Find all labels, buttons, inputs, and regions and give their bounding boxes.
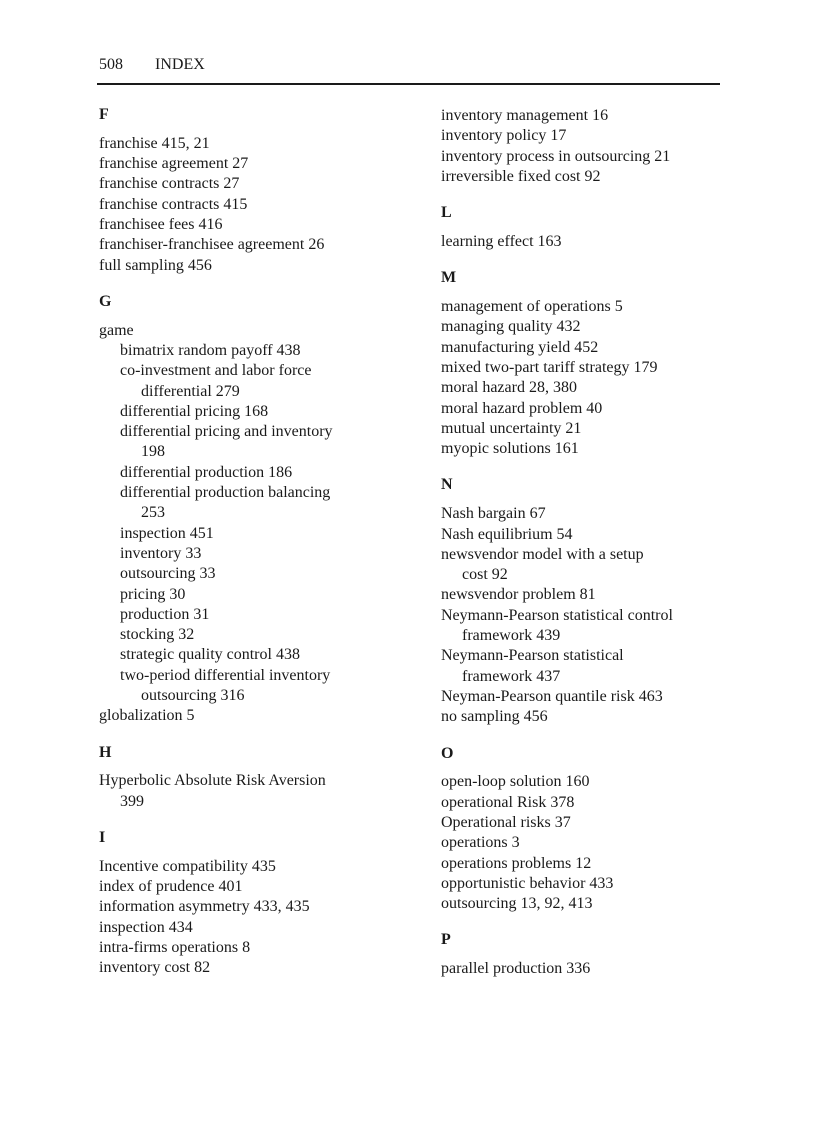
index-subentry: [99, 463, 389, 483]
entry-text: co-investment and labor force: [120, 362, 312, 380]
index-letter-n: N: [441, 476, 453, 494]
entry-text: inventory process in outsourcing 21: [441, 147, 671, 165]
entry-text: differential production balancing: [120, 484, 331, 502]
entry-text: operational Risk 378: [441, 793, 575, 811]
index-entry: [99, 706, 389, 726]
index-entry: [441, 793, 731, 813]
index-entry: [441, 504, 731, 524]
index-entry: [441, 439, 731, 459]
index-entry: [441, 646, 731, 687]
entry-text: Neyman-Pearson quantile risk 463: [441, 687, 663, 705]
entry-text: franchise contracts 27: [99, 175, 240, 193]
entry-continuation: differential 279: [141, 382, 240, 400]
index-entry: [99, 958, 389, 978]
index-entry: [441, 399, 731, 419]
index-letter-p: P: [441, 931, 451, 949]
index-column-left: [99, 105, 389, 979]
entry-text: pricing 30: [120, 585, 186, 603]
entry-continuation: framework 439: [462, 627, 561, 645]
index-entry: [441, 959, 731, 979]
entry-text: full sampling 456: [99, 256, 212, 274]
entry-text: manufacturing yield 452: [441, 338, 599, 356]
entry-text: opportunistic behavior 433: [441, 874, 614, 892]
index-letter-m: M: [441, 269, 457, 287]
index-letter-l: L: [441, 204, 452, 222]
entry-text: franchise contracts 415: [99, 195, 248, 213]
running-title: INDEX: [155, 56, 205, 73]
index-letter-g: G: [99, 292, 112, 310]
entry-text: Neymann-Pearson statistical control: [441, 606, 673, 624]
index-subentry: [99, 483, 389, 524]
entry-text: inventory policy 17: [441, 127, 567, 145]
index-entry: [441, 525, 731, 545]
entry-continuation: framework 437: [462, 667, 561, 685]
entry-text: franchise agreement 27: [99, 155, 249, 173]
index-entry: [441, 378, 731, 398]
index-entry: [441, 338, 731, 358]
index-subentry: [99, 402, 389, 422]
index-entry: [441, 106, 731, 126]
entry-text: open-loop solution 160: [441, 773, 590, 791]
index-entry: [441, 545, 731, 586]
index-entry: [441, 232, 731, 252]
index-entry: [99, 918, 389, 938]
index-entry: [99, 134, 389, 154]
entry-continuation: cost 92: [462, 566, 508, 584]
index-letter-h: H: [99, 743, 112, 761]
entry-text: intra-firms operations 8: [99, 938, 251, 956]
entry-text: Hyperbolic Absolute Risk Aversion: [99, 772, 326, 790]
index-entry: [99, 857, 389, 877]
index-entry: [441, 317, 731, 337]
entry-text: myopic solutions 161: [441, 440, 579, 458]
index-entry: [441, 126, 731, 146]
entry-text: mixed two-part tariff strategy 179: [441, 358, 658, 376]
index-entry: [441, 297, 731, 317]
entry-text: Operational risks 37: [441, 813, 571, 831]
entry-text: Incentive compatibility 435: [99, 857, 276, 875]
entry-text: newsvendor problem 81: [441, 586, 596, 604]
entry-text: parallel production 336: [441, 960, 591, 978]
entry-continuation: 399: [120, 792, 144, 810]
index-entry: [99, 154, 389, 174]
index-subentry: [99, 645, 389, 665]
entry-text: outsourcing 13, 92, 413: [441, 895, 593, 913]
entry-text: franchisee fees 416: [99, 215, 223, 233]
entry-text: learning effect 163: [441, 232, 562, 250]
index-entry: [99, 235, 389, 255]
index-entry: [441, 687, 731, 707]
index-entry: [441, 772, 731, 792]
index-entry: [99, 195, 389, 215]
page-number: 508: [99, 56, 123, 73]
entry-text: Nash bargain 67: [441, 505, 546, 523]
index-subentry: [99, 564, 389, 584]
header-rule: [97, 83, 720, 85]
entry-text: differential pricing 168: [120, 402, 269, 420]
entry-continuation: 253: [141, 504, 165, 522]
entry-text: differential production 186: [120, 463, 293, 481]
index-entry: [99, 321, 389, 341]
index-entry: [99, 938, 389, 958]
entry-text: irreversible fixed cost 92: [441, 167, 601, 185]
entry-text: Nash equilibrium 54: [441, 525, 573, 543]
index-subentry: [99, 361, 389, 402]
entry-text: inspection 451: [120, 524, 214, 542]
index-entry: [441, 874, 731, 894]
index-subentry: [99, 605, 389, 625]
index-entry: [441, 707, 731, 727]
entry-continuation: outsourcing 316: [141, 687, 245, 705]
entry-text: inventory management 16: [441, 107, 609, 124]
index-entry: [99, 877, 389, 897]
entry-text: moral hazard 28, 380: [441, 379, 577, 397]
index-entry: [99, 174, 389, 194]
index-subentry: [99, 422, 389, 463]
index-entry: [99, 897, 389, 917]
entry-text: production 31: [120, 605, 210, 623]
entry-text: inventory 33: [120, 544, 202, 562]
entry-text: franchise 415, 21: [99, 134, 210, 152]
index-subentry: [99, 666, 389, 707]
index-entry: [99, 215, 389, 235]
entry-text: managing quality 432: [441, 318, 581, 336]
index-subentry: [99, 341, 389, 361]
entry-text: two-period differential inventory: [120, 666, 331, 684]
entry-text: index of prudence 401: [99, 878, 243, 896]
index-entry: [99, 771, 389, 812]
entry-continuation: 198: [141, 443, 165, 461]
index-subentry: [99, 544, 389, 564]
index-entry: [441, 419, 731, 439]
index-subentry: [99, 585, 389, 605]
index-entry: [441, 358, 731, 378]
entry-text: newsvendor model with a setup: [441, 545, 644, 563]
entry-text: mutual uncertainty 21: [441, 419, 582, 437]
index-entry: [441, 854, 731, 874]
entry-text: operations 3: [441, 834, 520, 852]
entry-text: outsourcing 33: [120, 565, 216, 583]
entry-text: information asymmetry 433, 435: [99, 898, 310, 916]
index-entry: [441, 585, 731, 605]
entry-text: inventory cost 82: [99, 959, 211, 977]
entry-text: operations problems 12: [441, 854, 592, 872]
entry-text: no sampling 456: [441, 708, 548, 726]
page-header: [99, 56, 205, 74]
index-letter-i: I: [99, 829, 106, 846]
index-column-right: [441, 106, 731, 979]
index-entry: [441, 833, 731, 853]
index-entry: [441, 147, 731, 167]
entry-text: Neymann-Pearson statistical: [441, 647, 624, 665]
entry-text: franchiser-franchisee agreement 26: [99, 236, 325, 254]
entry-text: management of operations 5: [441, 298, 623, 316]
entry-text: differential pricing and inventory: [120, 423, 333, 441]
entry-text: inspection 434: [99, 918, 193, 936]
index-subentry: [99, 524, 389, 544]
index-entry: [441, 813, 731, 833]
index-entry: [441, 167, 731, 187]
entry-text: moral hazard problem 40: [441, 399, 603, 417]
entry-text: stocking 32: [120, 626, 195, 644]
index-subentry: [99, 625, 389, 645]
index-entry: [441, 894, 731, 914]
index-entry: [99, 256, 389, 276]
index-entry: [441, 606, 731, 647]
index-letter-o: O: [441, 744, 454, 762]
index-letter-f: F: [99, 106, 109, 123]
entry-text: strategic quality control 438: [120, 646, 300, 664]
entry-text: game: [99, 321, 134, 339]
entry-text: globalization 5: [99, 707, 195, 725]
entry-text: bimatrix random payoff 438: [120, 341, 301, 359]
